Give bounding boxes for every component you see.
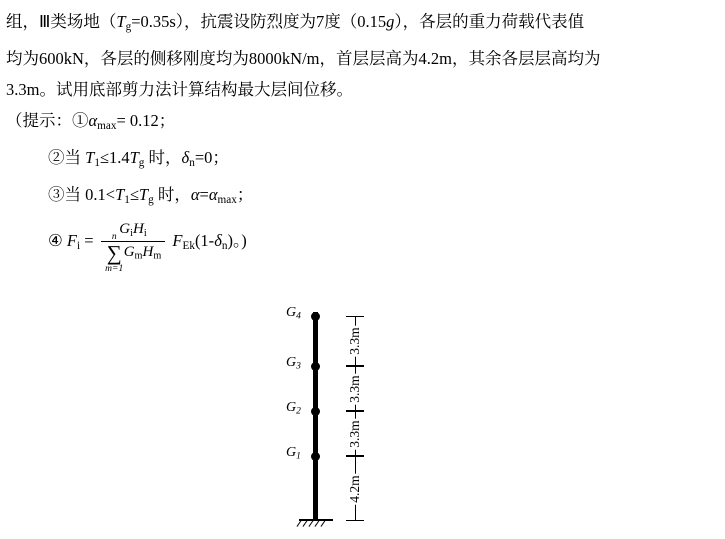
denominator-G: G	[123, 243, 135, 260]
tail-delta-subscript: n	[221, 239, 228, 252]
paragraph-line-3: 3.3m。试用底部剪力法计算结构最大层间位移。	[6, 80, 353, 100]
numerator-G-subscript: i	[130, 228, 133, 240]
dim-text-storey-3: 3.3m	[347, 374, 362, 403]
line1-pre: 组，Ⅲ类场地（	[6, 12, 117, 31]
force-distribution-fraction	[101, 221, 166, 275]
denominator-G-subscript: m	[134, 250, 143, 262]
alpha-symbol-3: α	[190, 185, 200, 205]
alpha-max-subscript: max	[97, 120, 117, 133]
Tg-subscript: g	[138, 157, 145, 170]
line1-mid: =0.35s），抗震设防烈度为7度（0.15	[131, 12, 387, 31]
support-hatch	[303, 520, 308, 527]
hint-line-4	[6, 217, 718, 275]
node-marker-4	[311, 312, 320, 321]
node-label-2-subscript: 2	[296, 406, 301, 417]
line1-g-symbol: g	[386, 12, 395, 31]
hint-2-relation: ≤1.4	[99, 148, 130, 168]
line1-end: ），各层的重力荷载代表值	[394, 12, 585, 31]
numerator-H: H	[132, 221, 144, 238]
hint-2-end: =0；	[194, 148, 229, 168]
hint-lead: （提示：	[6, 111, 72, 131]
T1-subscript: 1	[94, 157, 100, 170]
hint-1-marker: ①	[72, 111, 89, 131]
alpha-max-subscript-3: max	[217, 194, 237, 207]
hint-4-tail-close: )。)	[227, 230, 247, 250]
node-label-3-symbol: G	[286, 355, 297, 370]
alpha-symbol: α	[88, 111, 98, 131]
hint-3-mid: 时，	[153, 185, 191, 205]
dim-text-storey-4: 3.3m	[347, 327, 362, 355]
summation-lower-limit: m=1	[105, 264, 124, 275]
T1-subscript-3: 1	[124, 194, 130, 207]
denominator-H: H	[142, 243, 154, 260]
hint-4-equals: =	[84, 230, 94, 250]
summation-wrap	[105, 231, 124, 275]
T1-symbol-3: T	[115, 185, 125, 205]
node-label-4	[286, 305, 301, 322]
node-marker-3	[311, 362, 320, 371]
node-label-4-symbol: G	[286, 305, 297, 320]
delta-symbol: δ	[181, 148, 190, 168]
line1-Tg-symbol: T	[116, 12, 126, 31]
fraction-numerator	[101, 221, 166, 242]
dimension-storey-1	[346, 456, 364, 521]
hint-3-relation: ≤	[129, 185, 139, 205]
hint-2-pre: 当	[64, 148, 86, 168]
support-hatch	[321, 520, 326, 527]
dimension-storey-3	[346, 366, 364, 411]
structure-diagram	[280, 300, 460, 532]
paragraph-line-1	[6, 6, 718, 43]
support-hatch	[297, 520, 302, 527]
dim-cap-bottom	[346, 520, 364, 521]
FEk-subscript: Ek	[182, 239, 195, 252]
hint-2-marker: ②	[48, 148, 65, 168]
numerator-H-subscript: i	[143, 228, 147, 240]
line1-Tg-subscript: g	[125, 21, 132, 34]
fixed-support-icon	[299, 519, 333, 529]
node-label-4-subscript: 4	[296, 311, 301, 322]
delta-n-subscript: n	[189, 157, 195, 170]
support-hatch	[309, 520, 314, 527]
problem-text	[6, 6, 718, 275]
node-marker-2	[311, 407, 320, 416]
summation-upper-limit: n	[111, 231, 117, 242]
F-symbol: F	[66, 230, 78, 250]
alpha-max-symbol-3: α	[208, 185, 218, 205]
Tg-symbol: T	[129, 148, 139, 168]
hint-4-tail-open: (1-	[194, 230, 215, 250]
support-base-line	[299, 519, 333, 521]
hint-3-equals: =	[199, 185, 209, 205]
numerator-G: G	[119, 221, 131, 238]
T1-symbol: T	[85, 148, 95, 168]
denominator-H-subscript: m	[153, 250, 162, 262]
Tg-symbol-3: T	[138, 185, 149, 205]
sigma-icon: ∑	[106, 240, 122, 265]
dimension-storey-4	[346, 316, 364, 366]
tail-delta-symbol: δ	[214, 230, 222, 250]
FEk-symbol: F	[172, 230, 183, 250]
paragraph-line-2: 均为600kN，各层的侧移刚度均为8000kN/m，首层层高为4.2m，其余各层层高均为	[6, 49, 601, 69]
F-i-subscript: i	[77, 239, 81, 252]
node-label-3	[286, 355, 301, 372]
hint-line-2	[6, 142, 718, 179]
hint-3-marker: ③	[48, 185, 65, 205]
dim-text-storey-1: 4.2m	[347, 474, 362, 503]
hint-1-value: = 0.12；	[116, 111, 176, 131]
node-label-2-symbol: G	[286, 400, 297, 415]
dim-text-storey-2: 3.3m	[347, 419, 362, 448]
fraction-denominator	[101, 231, 166, 275]
hint-4-marker: ④	[48, 230, 63, 250]
node-label-1	[286, 445, 301, 462]
dimension-storey-2	[346, 411, 364, 456]
hint-3-pre: 当 0.1<	[64, 185, 116, 205]
hint-line-1	[6, 105, 718, 142]
hint-line-3	[6, 179, 718, 216]
Tg-subscript-3: g	[148, 194, 154, 207]
column-element	[313, 312, 318, 521]
support-hatch	[315, 520, 320, 527]
summation-symbol-group	[105, 231, 124, 275]
node-label-1-symbol: G	[286, 445, 297, 460]
node-label-1-subscript: 1	[296, 451, 301, 462]
hint-2-mid: 时，	[144, 148, 182, 168]
hint-3-end: ；	[236, 185, 254, 205]
node-marker-1	[311, 452, 320, 461]
node-label-2	[286, 400, 301, 417]
node-label-3-subscript: 3	[296, 361, 301, 372]
